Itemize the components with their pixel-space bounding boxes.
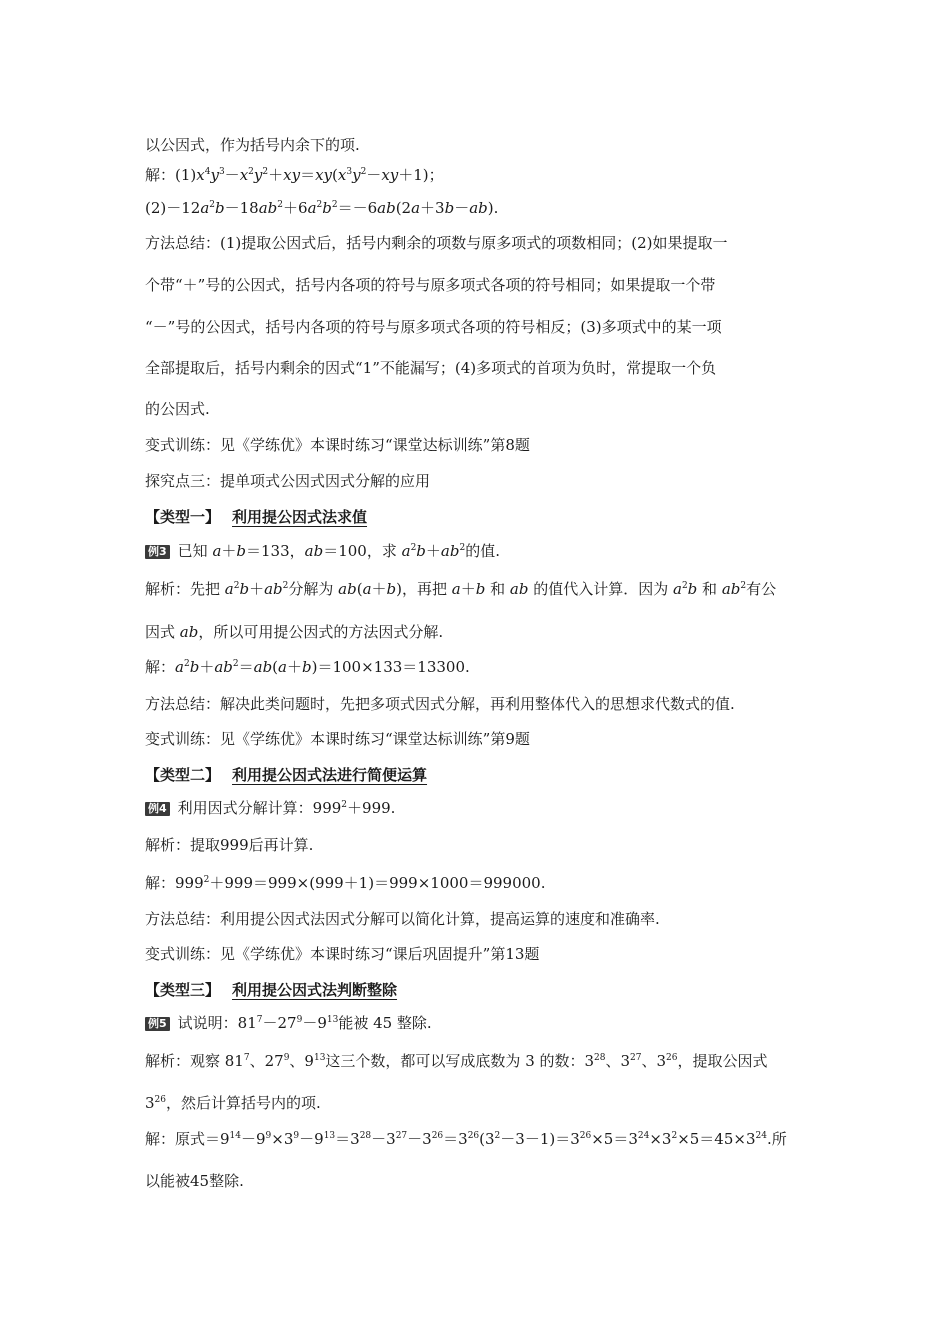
method-summary-line: 方法总结：(1)提取公因式后，括号内剩余的项数与原多项式的项数相同；(2)如果提取一 [145, 234, 728, 252]
solution-line: 解：原式$=9^{14}-9^9\times 3^9-9^{13}=3^{28}-3^{27}-3^{26}=3^{26}(3^2-3-1)=3^{26}\times 5=3^{24}\times 3^2\times 5=45\times 3^{24}$.所 [145, 1130, 787, 1148]
solution-line: 以能被45整除. [145, 1172, 244, 1190]
variant-training-line: 变式训练：见《学练优》本课时练习“课堂达标训练”第8题 [145, 436, 530, 454]
example-5-line: 例5 试说明：$81^7-27^9-9^{13}$能被 45 整除. [145, 1012, 815, 1034]
analysis-line: 因式 ab，所以可用提公因式的方法因式分解. [145, 623, 444, 641]
solution-line: 解：$a^2b+ab^2=ab(a+b)=100\times 133=13300$. [145, 658, 470, 676]
type-title: 利用提公因式法进行简便运算 [232, 766, 428, 784]
analysis-line: 解析：先把 $a^2b+ab^2$分解为 ab(a＋b)，再把 a＋b 和 ab 的值代入计算．因为 $a^2b$ 和 $ab^2$有公 [145, 580, 777, 598]
type-tag: 【类型二】 [145, 766, 221, 784]
type-title: 利用提公因式法判断整除 [232, 981, 398, 999]
example-badge: 例4 [145, 802, 170, 816]
method-summary-line: “－”号的公因式，括号内各项的符号与原多项式各项的符号相反；(3)多项式中的某一项 [145, 318, 722, 336]
example-3-line: 例3 已知 a＋b＝133，ab＝100，求 $a^2b+ab^2$的值. [145, 540, 815, 562]
solution-line: 解：$999^2+999=999\times(999+1)=999\times 1000=999000$. [145, 874, 546, 892]
analysis-line: 解析：观察 $81^7$、$27^9$、$9^{13}$这三个数，都可以写成底数为 3 的数：$3^{28}$、$3^{27}$、$3^{26}$，提取公因式 [145, 1052, 768, 1070]
method-summary-line: 的公因式. [145, 400, 210, 418]
example-badge: 例3 [145, 545, 170, 559]
method-summary-line: 方法总结：解决此类问题时，先把多项式因式分解，再利用整体代入的思想求代数式的值. [145, 695, 735, 713]
method-summary-line: 全部提取后，括号内剩余的因式“1”不能漏写；(4)多项式的首项为负时，常提取一个负 [145, 359, 717, 377]
method-summary-line: 个带“＋”号的公因式，括号内各项的符号与原多项式各项的符号相同；如果提取一个带 [145, 276, 716, 294]
example-badge: 例5 [145, 1017, 170, 1031]
section-heading: 探究点三：提单项式公因式因式分解的应用 [145, 472, 431, 490]
analysis-line: $3^{26}$，然后计算括号内的项. [145, 1094, 321, 1112]
example-4-line: 例4 利用因式分解计算：$999^2+999$. [145, 797, 815, 819]
type-heading-2 [145, 764, 815, 786]
type-heading-3 [145, 979, 815, 1001]
type-title: 利用提公因式法求值 [232, 508, 368, 526]
variant-training-line: 变式训练：见《学练优》本课时练习“课堂达标训练”第9题 [145, 730, 530, 748]
method-summary-line: 方法总结：利用提公因式法因式分解可以简化计算，提高运算的速度和准确率. [145, 910, 660, 928]
solution-line-1: 解：$(1)x^4y^3-x^2y^2+xy=xy(x^3y^2-xy+1)$； [145, 166, 444, 184]
solution-line-2: $(2)-12a^2b-18ab^2+6a^2b^2=-6ab(2a+3b-ab)$. [145, 199, 499, 217]
analysis-line: 解析：提取999后再计算. [145, 836, 314, 854]
type-tag: 【类型一】 [145, 508, 221, 526]
text-line: 以公因式，作为括号内余下的项. [145, 136, 360, 154]
type-tag: 【类型三】 [145, 981, 221, 999]
type-heading-1 [145, 506, 815, 528]
variant-training-line: 变式训练：见《学练优》本课时练习“课后巩固提升”第13题 [145, 945, 540, 963]
